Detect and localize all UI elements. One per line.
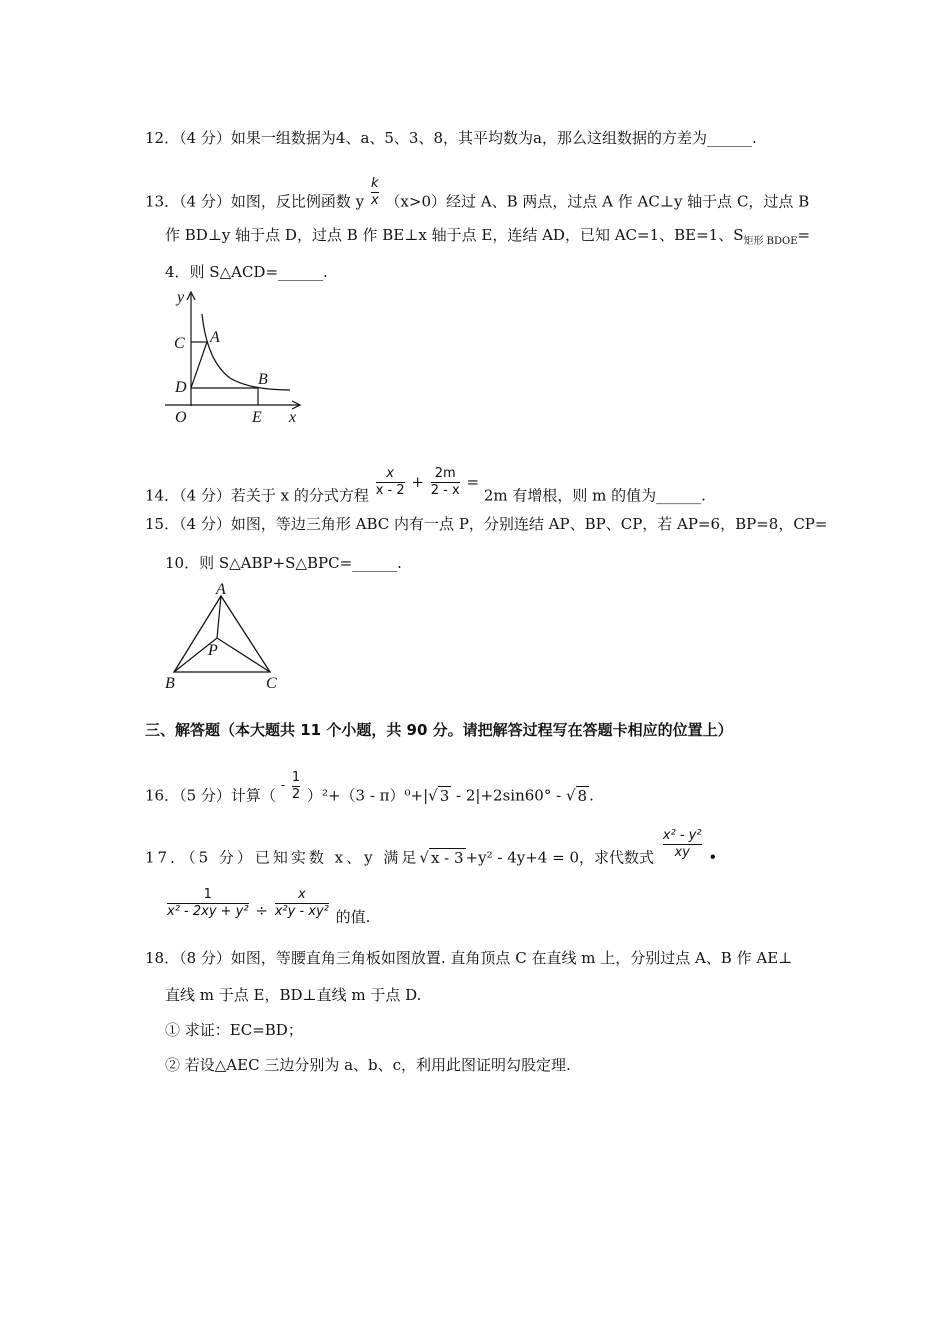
q14-line: 14．（4 分）若关于 x 的分式方程 $\frac{x}{x - 2}$ + $\frac{2m}{2 - x}$ = 2m 有增根，则 m 的值为______. bbox=[145, 466, 706, 505]
q15-figure bbox=[160, 580, 290, 695]
q13-line2 bbox=[165, 225, 810, 252]
q13-figure bbox=[160, 286, 310, 426]
q14-frac2: $\frac{2m}{2 - x}$ bbox=[430, 466, 460, 498]
q17-frac2: $\frac{1}{\text{x² - 2xy + y²}}$ bbox=[167, 887, 249, 919]
q18-line4: ② 若设△AEC 三边分别为 a、b、c，利用此图证明勾股定理. bbox=[165, 1056, 571, 1074]
q13-label-a: A bbox=[210, 329, 220, 346]
q14-frac1: $\frac{x}{x - 2}$ bbox=[375, 466, 405, 498]
q13-label-b: B bbox=[258, 371, 268, 388]
section3-title: 三、解答题（本大题共 11 个小题，共 90 分。请把解答过程写在答题卡相应的位置上） bbox=[145, 721, 733, 739]
q13-line1 bbox=[145, 176, 810, 219]
q13-line2-end: = bbox=[797, 226, 811, 244]
q18-line1: 18．（8 分）如图，等腰直角三角板如图放置. 直角顶点 C 在直线 m 上，分别过点 A、B 作 AE⊥ bbox=[145, 949, 793, 967]
q14-tail: 2m 有增根，则 m 的值为______. bbox=[483, 486, 706, 505]
q15-label-a: A bbox=[216, 581, 226, 598]
q13-line2-text: 作 BD⊥y 轴于点 D，过点 B 作 BE⊥x 轴于点 E，连结 AD，已知 AC=1、BE=1、S bbox=[165, 226, 744, 244]
q13-label-e: E bbox=[252, 409, 262, 426]
q13-line1-tail: （x>0）经过 A、B 两点，过点 A 作 AC⊥y 轴于点 C，过点 B bbox=[385, 192, 810, 211]
q12-text: 12．（4 分）如果一组数据为4、a、5、3、8，其平均数为a，那么这组数据的方差为______. bbox=[145, 129, 757, 147]
q17-line2: $\frac{1}{\text{x² - 2xy + y²}}$ ÷ $\frac{x}{\text{x²y - xy²}}$ 的值. bbox=[167, 887, 371, 926]
q13-label-d: D bbox=[175, 379, 187, 396]
q16-frac: $\frac{1}{2}$ bbox=[291, 770, 301, 802]
q15-line2: 10．则 S△ABP+S△BPC=______. bbox=[165, 554, 402, 572]
q17-frac3: $\frac{x}{\text{x²y - xy²}}$ bbox=[274, 887, 329, 919]
q13-frac-den: x bbox=[370, 193, 379, 208]
q15-label-c: C bbox=[266, 675, 277, 692]
q13-line2-sub: 矩形 BDOE bbox=[743, 236, 798, 247]
q17-line1: 17．（5 分）已知实数 x、y 满足√ x - 3 +y² - 4y+4 = 0，求代数式 $\frac{\text{x² - y²}}{xy}$ • bbox=[145, 828, 718, 867]
q13-label-x: x bbox=[289, 409, 297, 426]
q13-label-o: O bbox=[175, 409, 187, 426]
q16-line: 16．（5 分）计算（ - $\frac{1}{2}$ ）²+（3 - π）⁰+|√ 3 - 2|+2sin60° - √ 8 . bbox=[145, 770, 594, 805]
q15-label-b: B bbox=[165, 675, 175, 692]
q17-frac1: $\frac{\text{x² - y²}}{xy}$ bbox=[662, 828, 702, 860]
q18-line3: ① 求证：EC=BD； bbox=[165, 1021, 303, 1039]
q13-line3: 4．则 S△ACD=______. bbox=[165, 263, 328, 281]
q13-label-c: C bbox=[174, 335, 185, 352]
q13-head: 13．（4 分）如图，反比例函数 y bbox=[145, 192, 365, 211]
q13-fraction bbox=[371, 176, 379, 209]
q13-label-y: y bbox=[177, 289, 185, 306]
q15-line1: 15．（4 分）如图，等边三角形 ABC 内有一点 P，分别连结 AP、BP、CP，若 AP=6，BP=8，CP= bbox=[145, 515, 828, 533]
q13-frac-num: k bbox=[371, 176, 379, 191]
q18-line2: 直线 m 于点 E，BD⊥直线 m 于点 D. bbox=[165, 986, 422, 1004]
q14-head: 14．（4 分）若关于 x 的分式方程 bbox=[145, 486, 369, 505]
q15-label-p: P bbox=[208, 642, 218, 659]
